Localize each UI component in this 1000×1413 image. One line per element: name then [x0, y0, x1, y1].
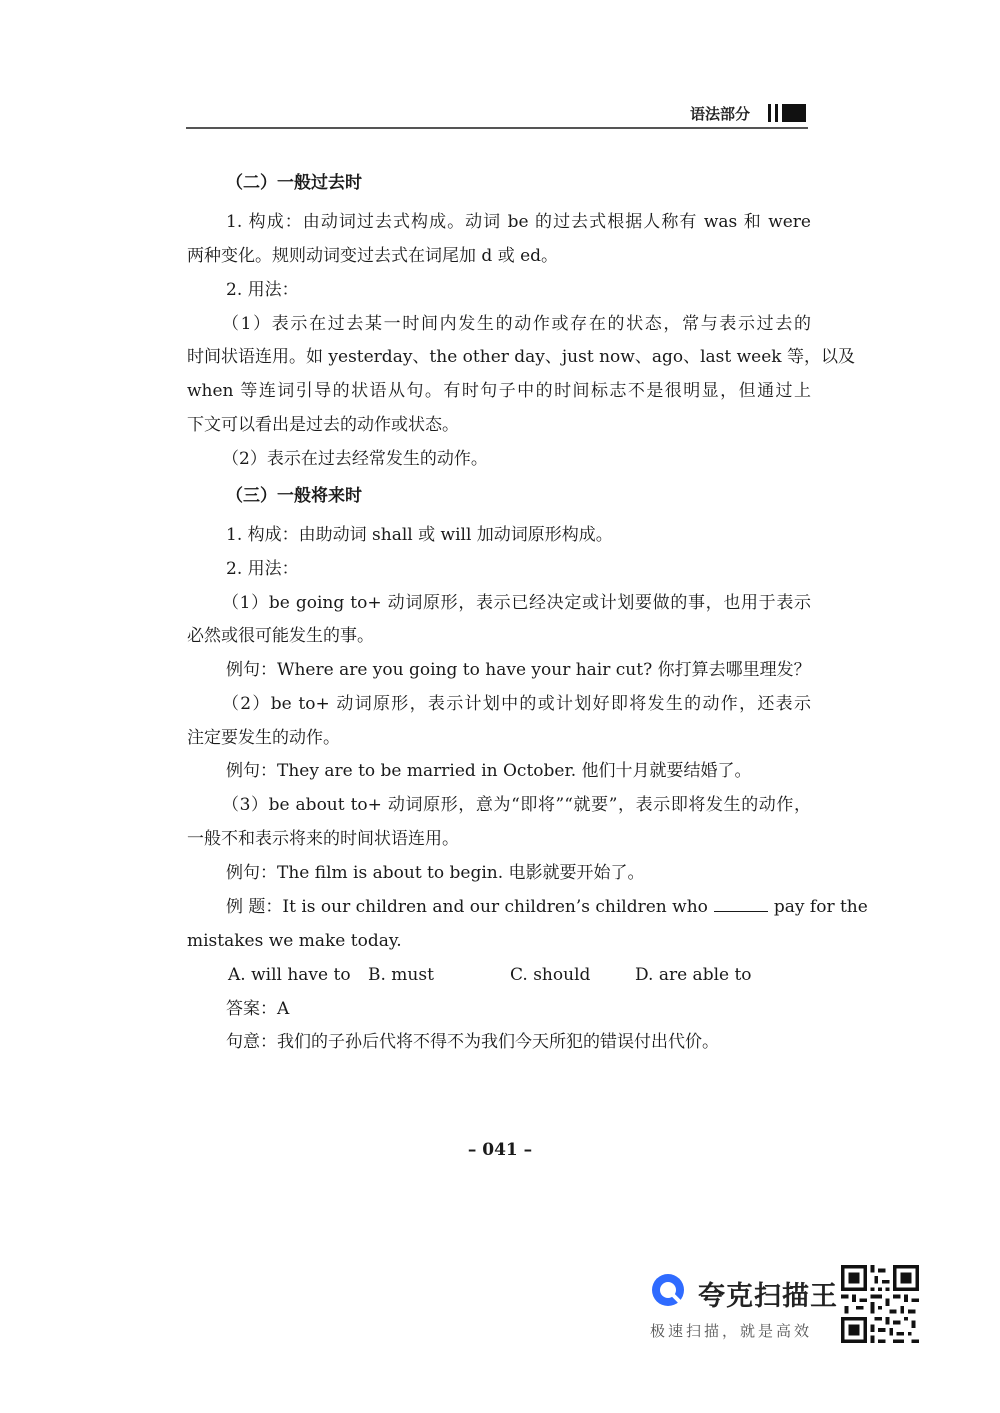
paragraph-line: 下文可以看出是过去的动作或状态。	[187, 415, 459, 435]
header-rule	[186, 127, 808, 129]
paragraph-line: 注定要发生的动作。	[187, 728, 340, 748]
example-sentence: 例句：Where are you going to have your hair cut? 你打算去哪里理发？	[226, 660, 811, 680]
paragraph-line: 两种变化。规则动词变过去式在词尾加 d 或 ed。	[187, 246, 559, 266]
meaning-line: 句意：我们的子孙后代将不得不为我们今天所犯的错误付出代价。	[226, 1032, 719, 1052]
header-bars-mark	[768, 104, 808, 122]
paragraph-line: 2. 用法：	[226, 559, 299, 579]
question-text-tail: pay for the	[773, 897, 868, 917]
example-sentence: 例句：They are to be married in October. 他们十月就要结婚了。	[226, 761, 752, 781]
paragraph-line: （2）表示在过去经常发生的动作。	[222, 449, 488, 469]
paragraph-line: 1. 构成：由助动词 shall 或 will 加动词原形构成。	[226, 525, 613, 545]
exercise-question	[226, 896, 868, 918]
paragraph-line: 必然或很可能发生的事。	[187, 626, 374, 646]
option-a: A. will have to	[228, 965, 351, 985]
paragraph-line: 一般不和表示将来的时间状语连用。	[187, 829, 459, 849]
watermark-brand: 夸克扫描王	[698, 1281, 838, 1312]
qr-code-icon	[838, 1265, 922, 1343]
option-c: C. should	[510, 965, 591, 985]
question-text: 例 题：It is our children and our children’s children who	[226, 897, 708, 917]
paragraph-line: （3）be about to+ 动词原形，意为“即将”“就要”，表示即将发生的动作，	[222, 795, 811, 815]
paragraph-line: 2. 用法：	[226, 280, 299, 300]
answer-blank	[714, 897, 768, 912]
section-heading-past: （二）一般过去时	[226, 173, 362, 193]
option-d: D. are able to	[635, 965, 752, 985]
option-b: B. must	[368, 965, 434, 985]
paragraph-line: （1）be going to+ 动词原形，表示已经决定或计划要做的事，也用于表示	[222, 593, 811, 613]
quark-logo-icon	[650, 1272, 686, 1308]
section-heading-future: （三）一般将来时	[226, 486, 362, 506]
paragraph-line: （2）be to+ 动词原形，表示计划中的或计划好即将发生的动作，还表示	[222, 694, 811, 714]
paragraph-line: 时间状语连用。如 yesterday、the other day、just now、ago、last week 等，以及	[187, 347, 855, 367]
paragraph-line: （1）表示在过去某一时间内发生的动作或存在的状态，常与表示过去的	[222, 314, 811, 334]
example-sentence: 例句：The film is about to begin. 电影就要开始了。	[226, 863, 645, 883]
exercise-question-cont: mistakes we make today.	[187, 931, 402, 951]
answer-line: 答案：A	[226, 999, 290, 1019]
paragraph-line: 1. 构成：由动词过去式构成。动词 be 的过去式根据人称有 was 和 were	[226, 212, 811, 232]
page-number: – 041 –	[467, 1140, 533, 1160]
watermark-slogan: 极速扫描，就是高效	[650, 1322, 813, 1340]
paragraph-line: when 等连词引导的状语从句。有时句子中的时间标志不是很明显，但通过上	[187, 381, 811, 401]
running-header-title: 语法部分	[690, 105, 751, 123]
